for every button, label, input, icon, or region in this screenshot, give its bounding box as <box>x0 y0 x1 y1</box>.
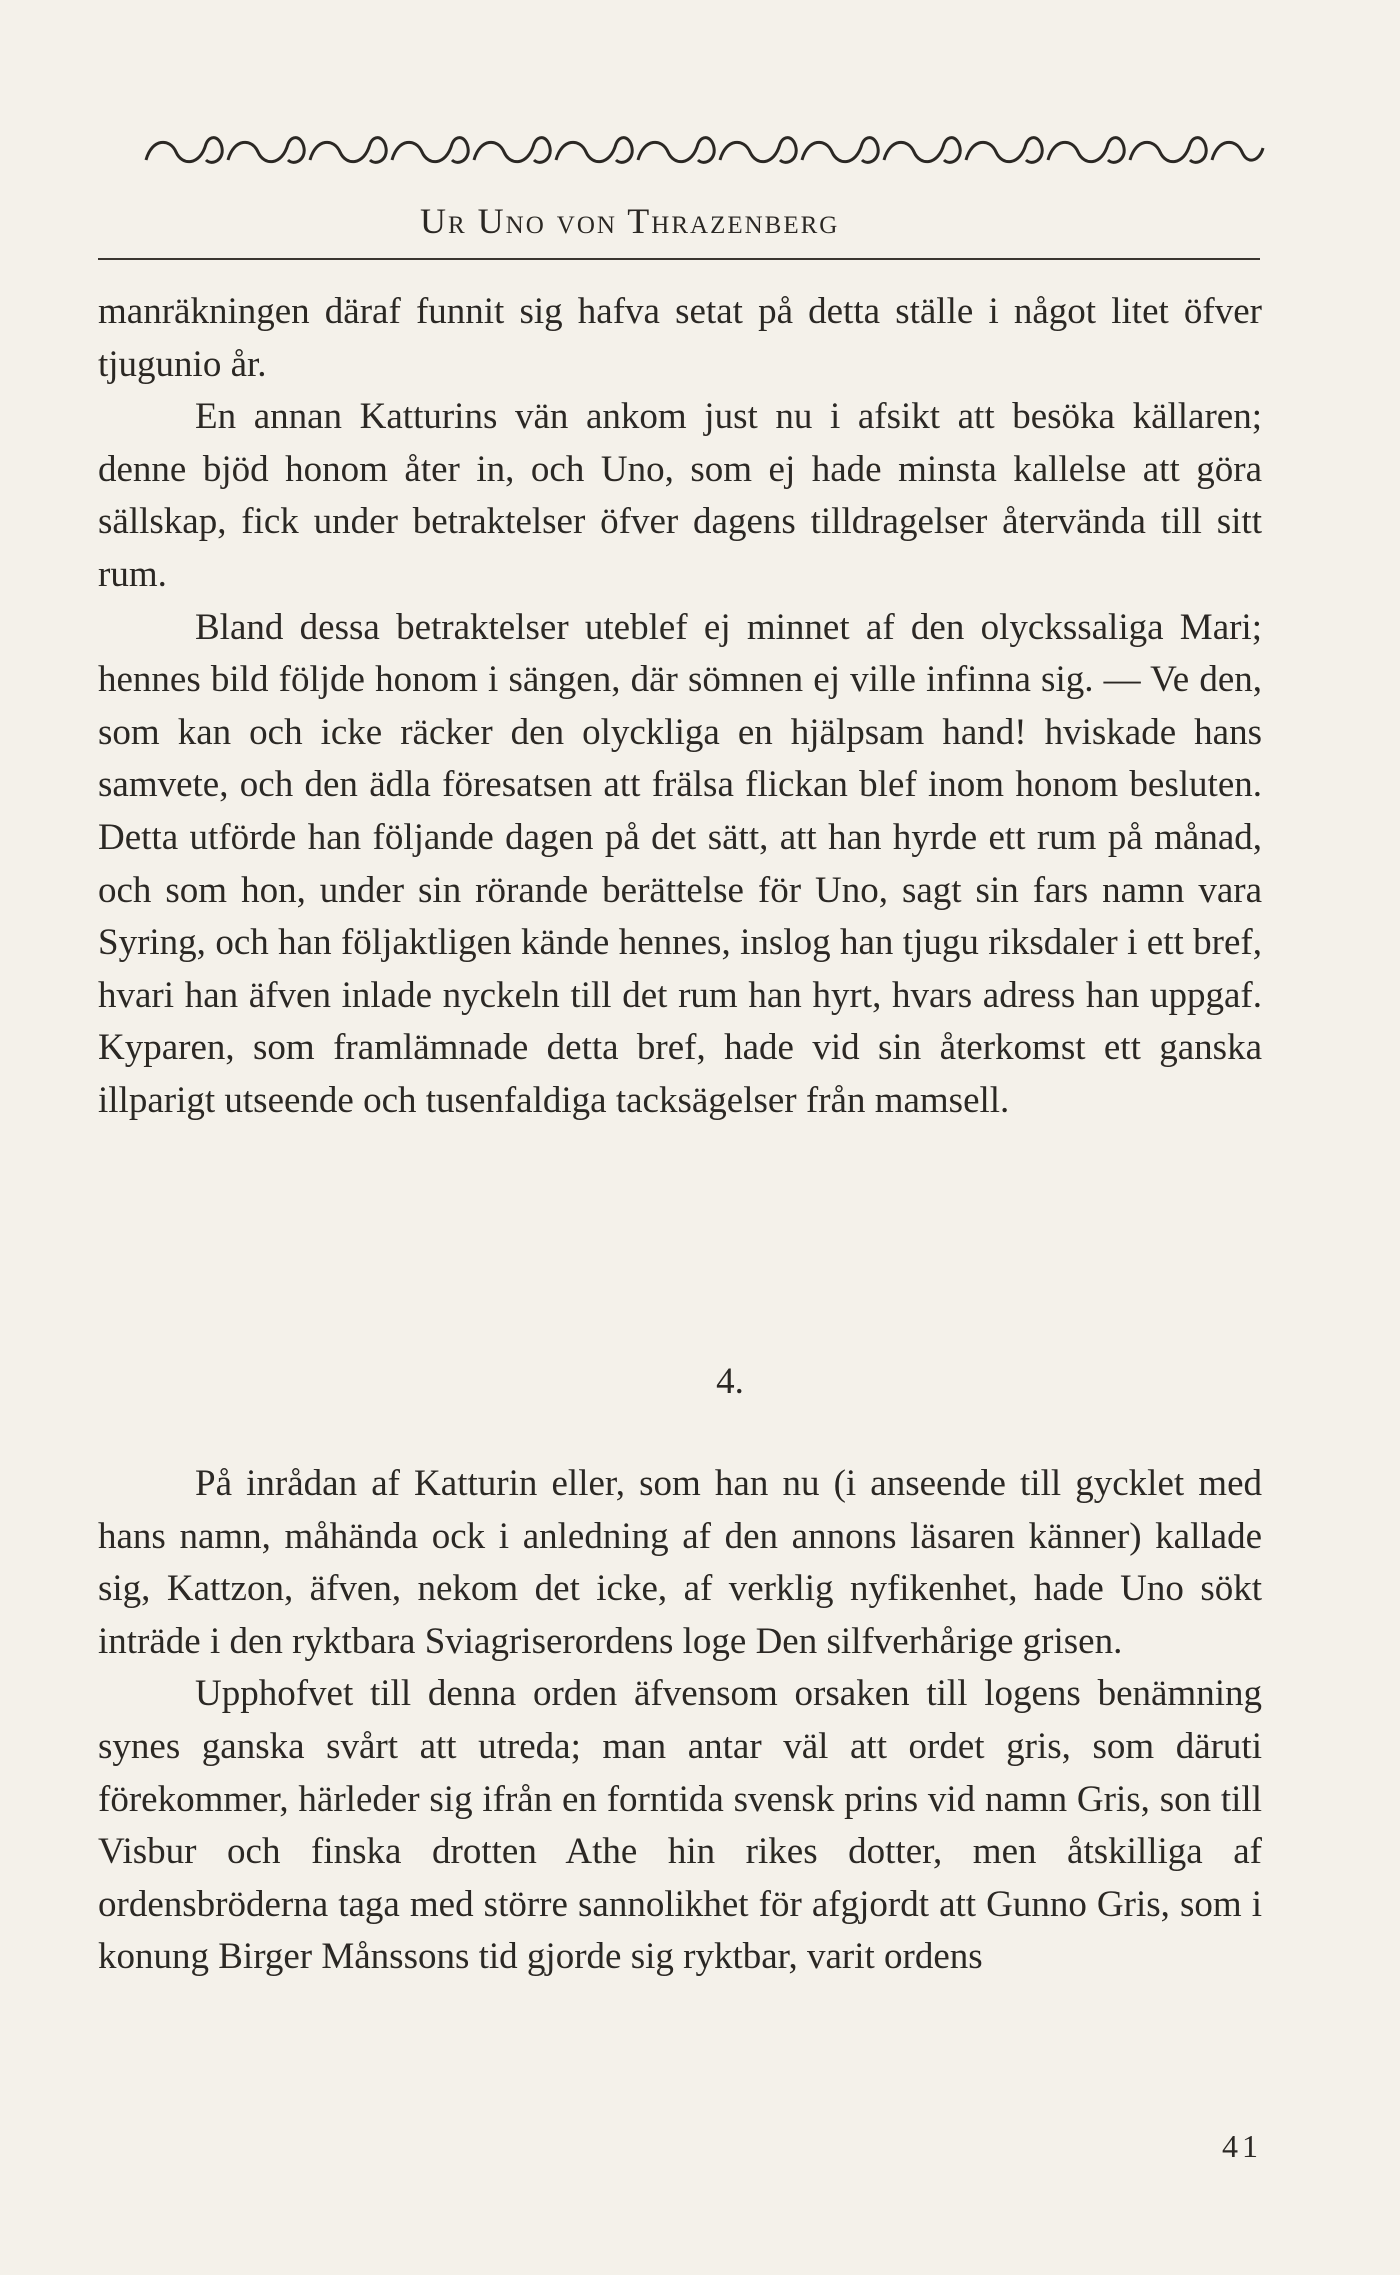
text-block-section-2 <box>98 1458 1262 1984</box>
text-block-section-1 <box>98 286 1262 1128</box>
page-number: 41 <box>1222 2128 1262 2164</box>
section-number: 4. <box>716 1361 744 1402</box>
paragraph: manräkningen däraf funnit sig hafva setat på detta ställe i något litet öfver tjugunio år. <box>98 291 1262 385</box>
paragraph: Bland dessa betraktelser uteblef ej minnet af den olyckssaliga Mari; hennes bild följde honom i sängen, där sömnen ej ville infinna sig. — Ve den, som kan och icke räcker den olyckliga en hjälpsam hand! hviskade hans samvete, och den ädla föresatsen att frälsa flickan blef inom honom besluten. Detta utförde han följande dagen på det sätt, att han hyrde ett rum på månad, och som hon, under sin rörande berättelse för Uno, sagt sin fars namn vara Syring, och han följaktligen kände hennes, inslog han tjugu riksdaler i ett bref, hvari han äfven inlade nyckeln till det rum han hyrt, hvars adress han uppgaf. Kyparen, som framlämnade detta bref, hade vid sin återkomst ett ganska illparigt utseende och tusenfaldiga tacksägelser från mamsell. <box>98 606 1262 1121</box>
paragraph: Upphofvet till denna orden äfvensom orsaken till logens benämning synes ganska svårt att utreda; man antar väl att ordet gris, som däruti förekommer, härleder sig ifrån en forntida svensk prins vid namn Gris, son till Visbur och finska drotten Athe hin rikes dotter, men åtskilliga af ordensbröderna taga med större sannolikhet för afgjordt att Gunno Gris, som i konung Birger Månssons tid gjorde sig ryktbar, varit ordens <box>98 1673 1262 1978</box>
paragraph: På inrådan af Katturin eller, som han nu (i anseende till gycklet med hans namn, måhända ock i anledning af den annons läsaren känner) kallade sig, Kattzon, äfven, nekom det icke, af verklig nyfikenhet, hade Uno sökt inträde i den ryktbara Sviagriserordens loge Den silfverhårige grisen. <box>98 1463 1262 1662</box>
paragraph: En annan Katturins vän ankom just nu i afsikt att besöka källaren; denne bjöd honom åter in, och Uno, som ej hade minsta kallelse att göra sällskap, fick under betraktelser öfver dagens tilldragelser återvända till sitt rum. <box>98 396 1262 595</box>
running-head-title: Ur Uno von Thrazenberg <box>420 201 840 241</box>
header-divider <box>98 258 1260 260</box>
decorative-header-ornament <box>142 130 1267 176</box>
